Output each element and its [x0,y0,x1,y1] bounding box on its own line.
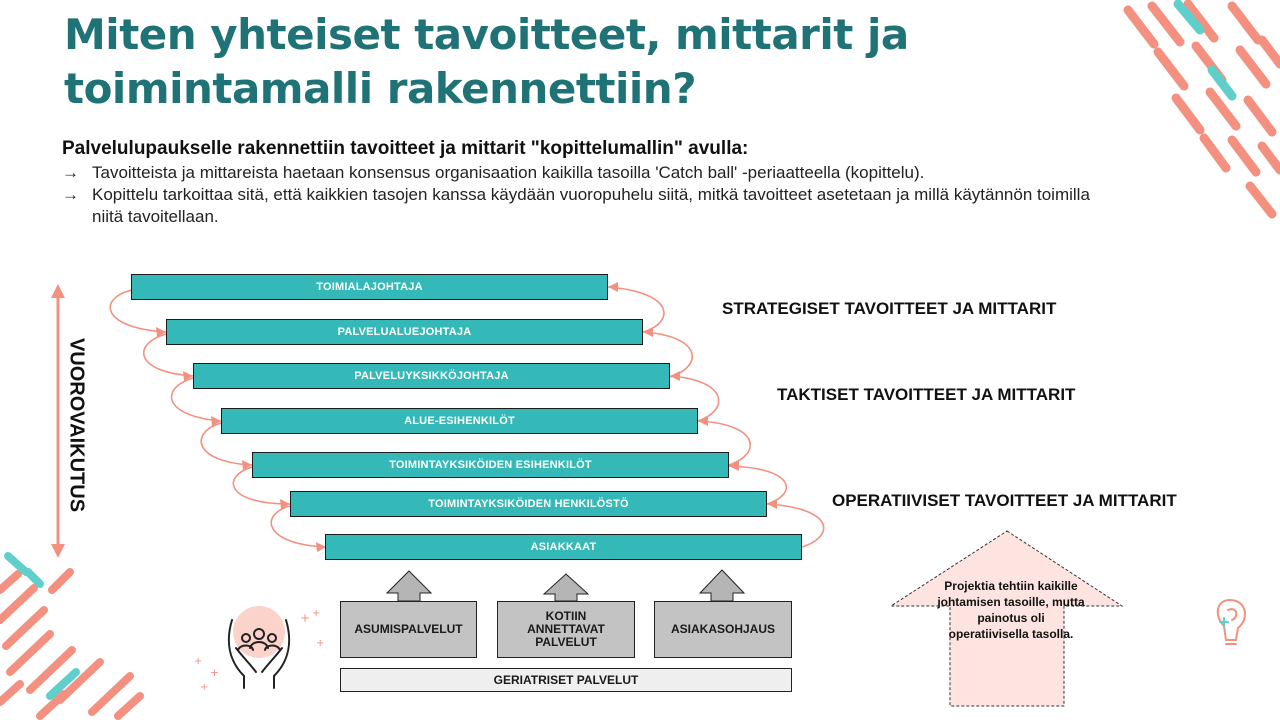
note-text: Projektia tehtiin kaikille johtamisen tasoille, mutta painotus oli operatiivisella tasolla. [937,579,1085,641]
service-asumispalvelut: ASUMISPALVELUT [340,601,477,658]
title-line-1: Miten yhteiset tavoitteet, mittarit ja [64,10,909,59]
vertical-label [52,330,112,520]
label-operational: OPERATIIVISET TAVOITTEET JA MITTARIT [832,491,1177,510]
label-tactical: TAKTISET TAVOITTEET JA MITTARIT [777,385,1076,404]
bullet-item [62,162,1102,184]
level-toimintayksikoiden-esihenkilot: TOIMINTAYKSIKÖIDEN ESIHENKILÖT [252,452,729,478]
svg-text:+: + [312,608,321,619]
bullet-text: Tavoitteista ja mittareista haetaan konsensus organisaation kaikilla tasoilla 'Catch ball' -periaatteella (kopittelu). [92,163,925,182]
bullet-item [62,184,1102,228]
arrow-right-icon: → [62,163,79,182]
pattern-decoration-bottom-left [0,556,140,716]
svg-text:+: + [210,666,220,679]
vertical-label-text: VUOROVAIKUTUS [65,337,88,513]
level-palvelualuejohtaja: PALVELUALUEJOHTAJA [166,319,643,345]
base-geriatriset-palvelut: GERIATRISET PALVELUT [340,668,792,692]
svg-text:+: + [200,682,209,693]
title-line-2: toimintamalli rakennettiin? [64,64,697,113]
service-asiakasohjaus: ASIAKASOHJAUS [654,601,792,658]
subtitle: Palvelulupaukselle rakennettiin tavoitteet ja mittarit "kopittelumallin" avulla: [62,138,749,159]
page-title [64,8,909,116]
level-alue-esihenkilot: ALUE-ESIHENKILÖT [221,408,698,434]
pattern-decoration-top-right [1128,4,1280,214]
hands-people-icon [194,606,324,693]
arrow-right-icon: → [62,185,79,204]
level-toimintayksikoiden-henkilosto: TOIMINTAYKSIKÖIDEN HENKILÖSTÖ [290,491,767,517]
bullet-list [62,162,1102,228]
bullet-text: Kopittelu tarkoittaa sitä, että kaikkien tasojen kanssa käydään vuoropuhelu siitä, mitkä tavoitteet asetetaan ja millä käytännön toimilla niitä tavoitellaan. [92,185,1090,226]
svg-text:+: + [300,611,311,625]
label-strategic: STRATEGISET TAVOITTEET JA MITTARIT [722,299,1057,318]
up-arrow-icons [387,570,744,601]
level-palveluyksikkojohtaja: PALVELUYKSIKKÖJOHTAJA [193,363,670,389]
level-toimialajohtaja: TOIMIALAJOHTAJA [131,274,608,300]
service-kotiin-annettavat: KOTIIN ANNETTAVAT PALVELUT [497,601,635,658]
lightbulb-icon [1218,600,1245,644]
svg-text:+: + [194,656,203,667]
svg-text:+: + [316,638,325,649]
level-asiakkaat: ASIAKKAAT [325,534,802,560]
